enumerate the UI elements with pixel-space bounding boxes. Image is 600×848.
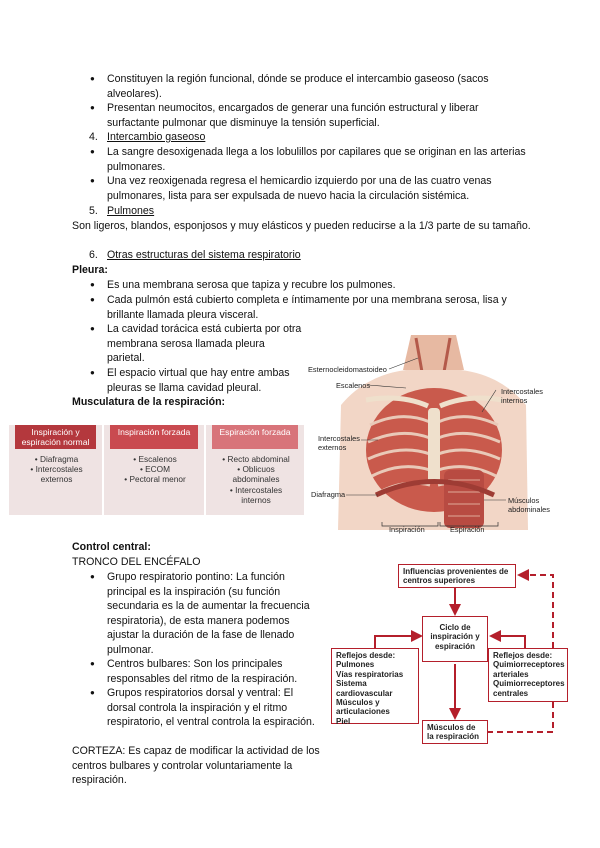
muscle-item: • ECOM — [139, 464, 171, 475]
section-heading-otras — [89, 248, 301, 263]
label-musculos-abdominales: Músculos abdominales — [508, 496, 550, 514]
section-number: 6. — [89, 249, 98, 261]
musculatura-heading: Musculatura de la respiración: — [72, 396, 226, 408]
ciclo-box: Ciclo de inspiración y espiración — [422, 616, 488, 662]
reflejo-item: Músculos y articulaciones — [336, 698, 390, 717]
section-heading-pulmones — [89, 204, 155, 219]
reflejo-item: Quimiorreceptores arteriales — [493, 660, 565, 679]
list-item: ● La cavidad torácica está cubierta por otra membrana serosa llamada pleura parietal. — [107, 322, 302, 366]
muscle-box-list — [17, 454, 96, 485]
label-inspiracion: Inspiración — [389, 525, 425, 534]
reflejos-left-box — [331, 648, 419, 724]
section-title: Pulmones — [107, 205, 155, 217]
section-number: 4. — [89, 131, 98, 143]
muscle-box-header: Espiración forzada — [212, 425, 298, 449]
muscle-item: • Escalenos — [133, 454, 177, 464]
control-heading: Control central: — [72, 541, 151, 553]
section-title: Intercambio gaseoso — [107, 131, 206, 143]
label-intercostales-internos: Intercostales internos — [501, 387, 543, 405]
section-title: Otras estructuras del sistema respiratorio — [107, 249, 301, 261]
list-item: ● La sangre desoxigenada llega a los lobulillos por capilares que se originan en las arterias pulmonares. — [107, 145, 527, 174]
reflejo-item: Piel — [336, 716, 351, 726]
muscle-item: • Recto abdominal — [222, 454, 290, 464]
label-diafragma: Diafragma — [311, 490, 346, 499]
muscle-item: • Diafragma — [34, 454, 79, 464]
respiratory-control-flowchart — [325, 560, 565, 745]
list-item: ● Centros bulbares: Son los principales responsables del ritmo de la respiración. — [107, 657, 317, 686]
muscle-item: • Intercostales externos — [30, 464, 83, 485]
pleura-heading: Pleura: — [72, 264, 108, 276]
musculos-box: Músculos de la respiración — [422, 720, 488, 744]
label-escalenos: Escalenos — [336, 381, 371, 390]
muscle-item: • Intercostales internos — [229, 484, 283, 505]
corteza-paragraph: CORTEZA: Es capaz de modificar la actividad de los centros bulbares y controlar voluntariamente la respiración. — [72, 745, 320, 787]
muscle-box-inspiracion-forzada — [104, 425, 204, 515]
muscle-box-header: Inspiración forzada — [110, 425, 198, 449]
list-item: ● Una vez reoxigenada regresa el hemicardio izquierdo por una de las cuatro venas pulmonares, lista para ser expulsada de nuevo hacia la circulación sistémica. — [107, 174, 527, 203]
reflejos-right-title: Reflejos desde: — [493, 651, 553, 660]
list-item: ● El espacio virtual que hay entre ambas pleuras se llama cavidad pleural. — [107, 366, 304, 395]
respiratory-muscles-illustration — [306, 330, 556, 535]
muscle-box-list — [214, 454, 298, 505]
list-item: ● Es una membrana serosa que tapiza y recubre los pulmones. — [107, 278, 527, 293]
reflejos-right-box — [488, 648, 568, 702]
muscle-item: • Pectoral menor — [124, 474, 186, 485]
section-heading-intercambio — [89, 130, 206, 145]
list-item: ● Presentan neumocitos, encargados de generar una función estructural y liberar surfactante pulmonar que disminuye la tensión superficial. — [107, 101, 527, 130]
list-item: ● Cada pulmón está cubierto completa e íntimamente por una membrana serosa, lisa y brillante llamada pleura visceral. — [107, 293, 527, 322]
label-espiracion: Espiración — [450, 525, 485, 534]
muscle-box-header: Inspiración y espiración normal — [15, 425, 96, 449]
section-number: 5. — [89, 205, 98, 217]
reflejo-item: Quimiorreceptores centrales — [493, 679, 565, 698]
influencias-box: Influencias provenientes de centros superiores — [398, 564, 516, 588]
tronco-heading: TRONCO DEL ENCÉFALO — [72, 556, 201, 568]
reflejo-item: Vías respiratorias — [336, 669, 404, 679]
reflejos-left-title: Reflejos desde: — [336, 651, 396, 660]
list-item: ● Constituyen la región funcional, dónde se produce el intercambio gaseoso (sacos alveolares). — [107, 72, 527, 101]
muscle-box-normal — [9, 425, 102, 515]
muscle-box-espiracion-forzada — [206, 425, 304, 515]
muscle-box-list — [112, 454, 198, 485]
muscle-item: • Oblicuos abdominales — [232, 464, 280, 485]
reflejo-item: Sistema cardiovascular — [336, 679, 393, 698]
label-ecom: Esternocleidomastoideo — [308, 365, 387, 374]
reflejo-item: Pulmones — [336, 660, 375, 670]
list-item: ● Grupos respiratorios dorsal y ventral: El dorsal controla la inspiración y el ritmo respiratorio, el ventral controla la espiración. — [107, 686, 317, 730]
list-item: ● Grupo respiratorio pontino: La función principal es la inspiración (su función secundaria es la de aumentar la frecuencia respiratoria), de esta manera podemos ajustar la duración de la fase de llenado pulmonar. — [107, 570, 317, 658]
label-intercostales-externos: Intercostales externos — [318, 434, 360, 452]
pulmones-paragraph: Son ligeros, blandos, esponjosos y muy elásticos y pueden reducirse a la 1/3 parte de su tamaño. — [72, 220, 531, 232]
